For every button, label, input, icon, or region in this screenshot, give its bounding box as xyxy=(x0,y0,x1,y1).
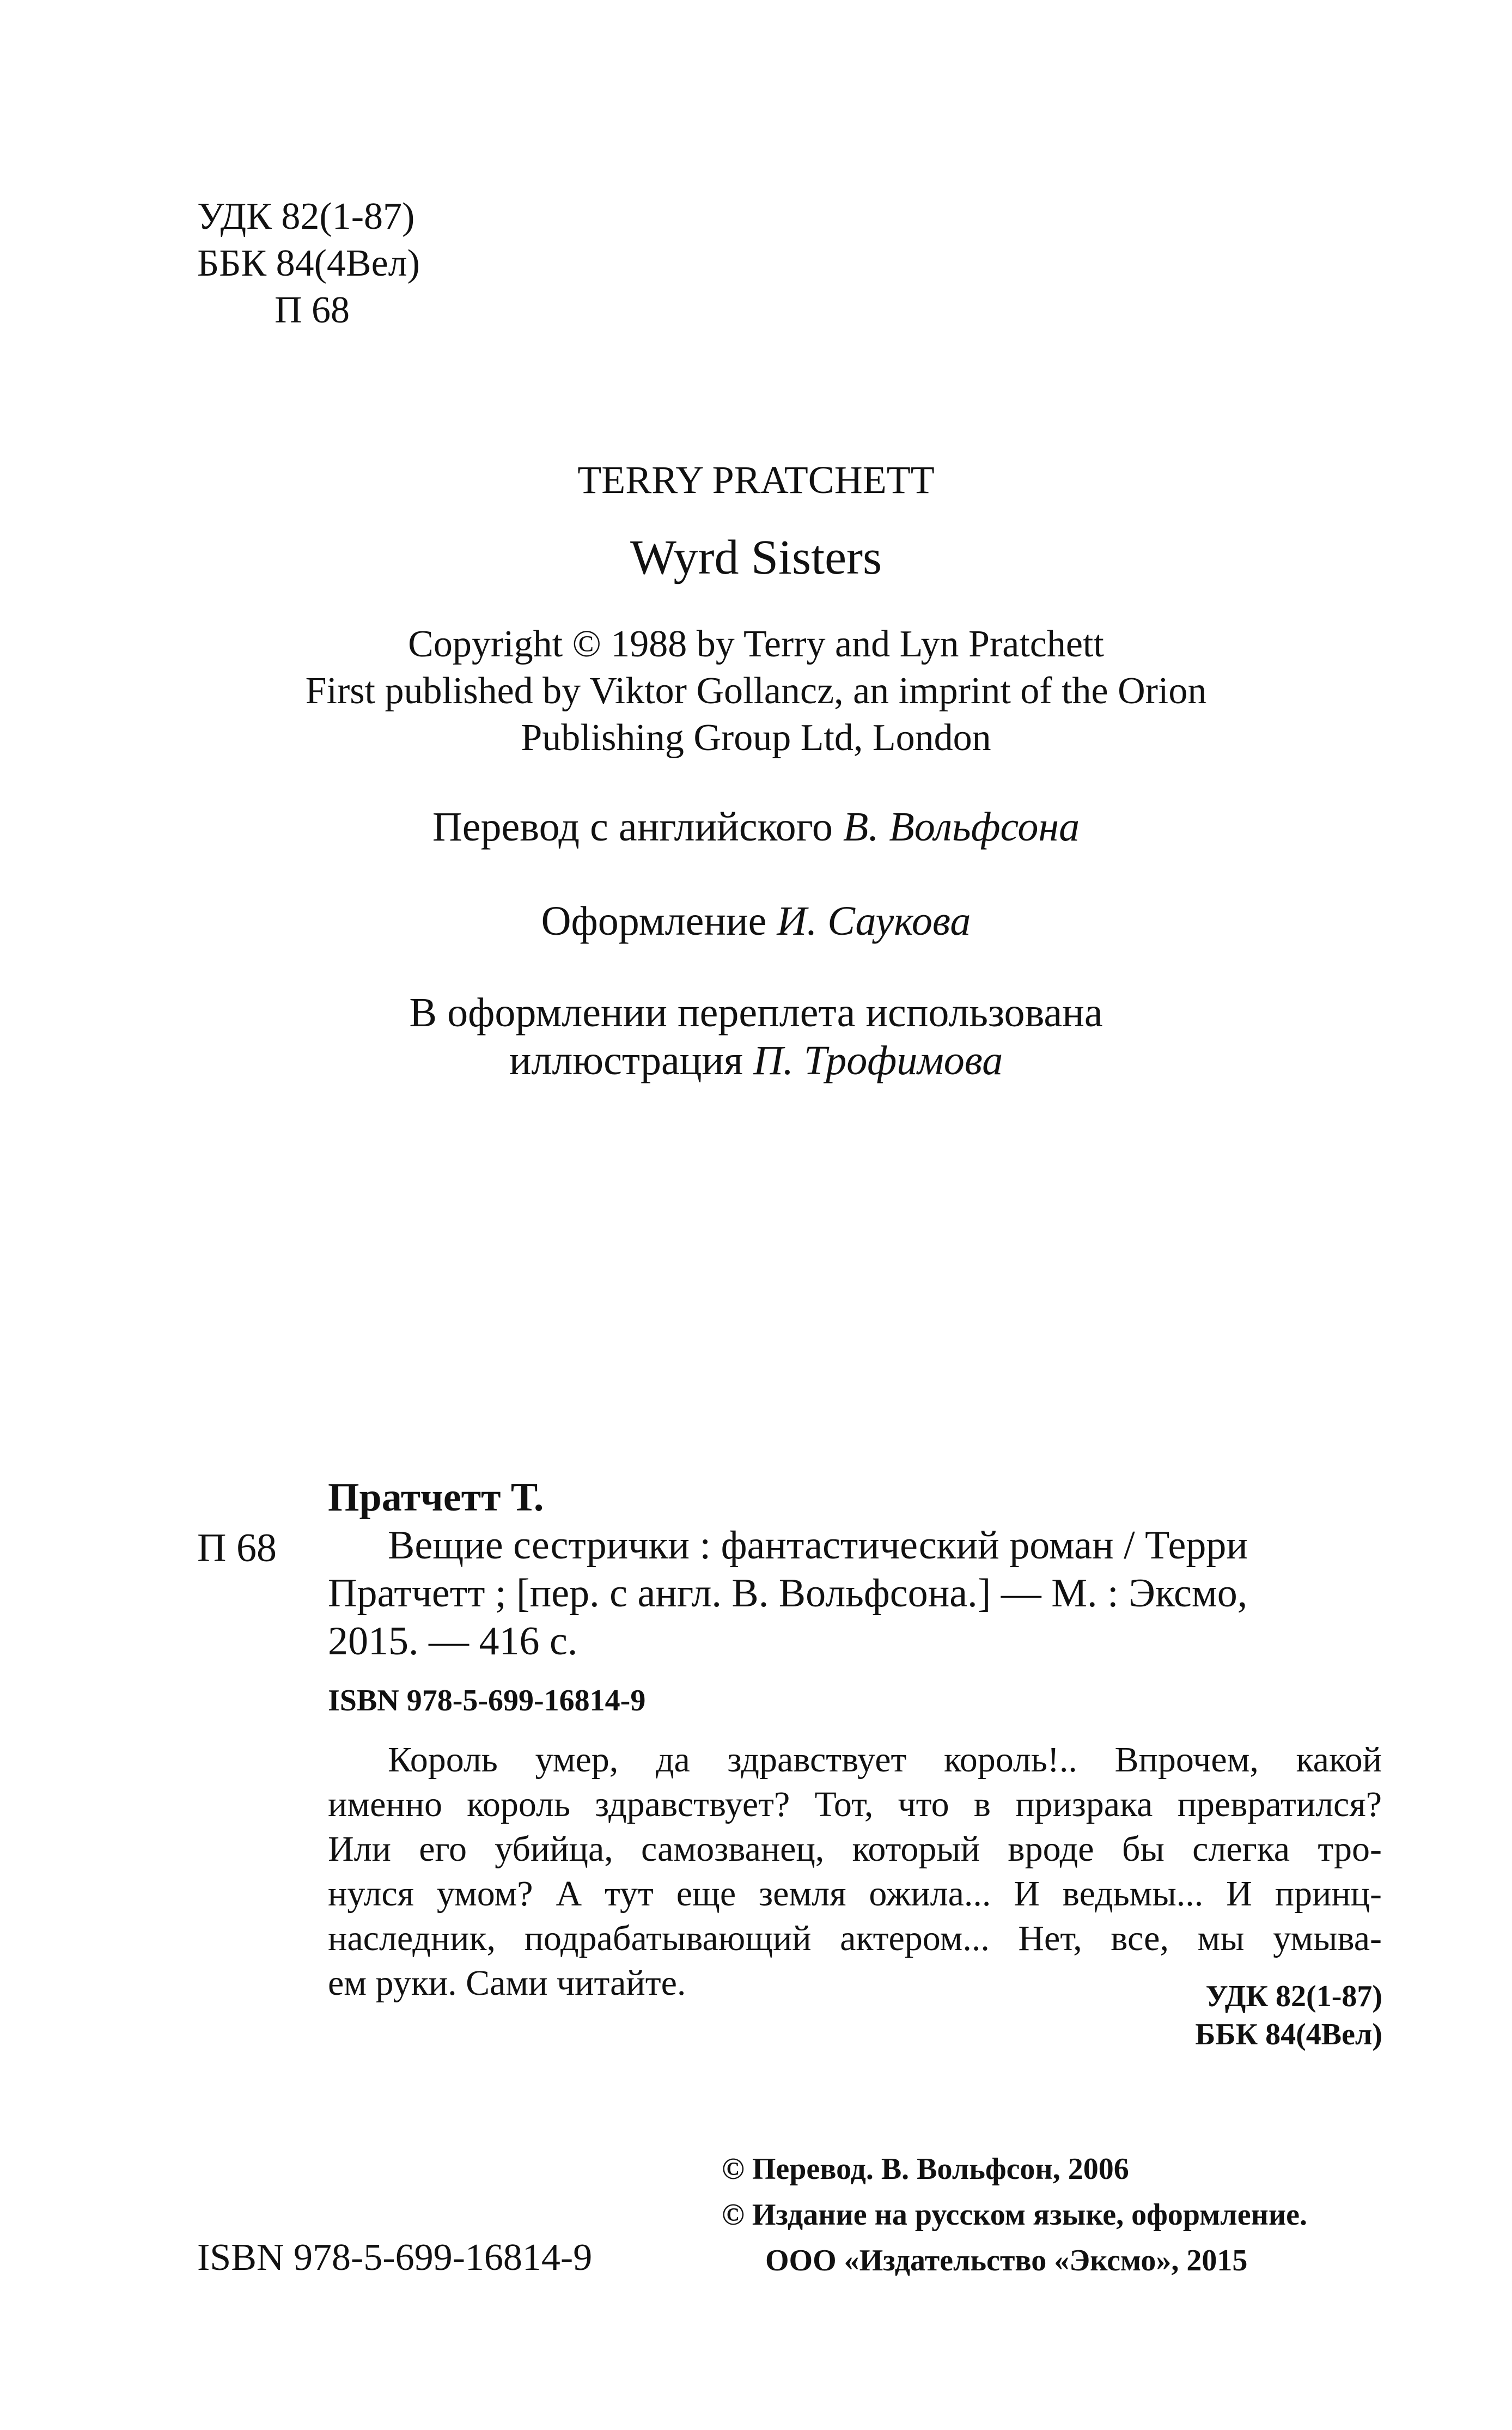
copyright-note: ООО «Издательство «Эксмо», 2015 xyxy=(765,2244,1248,2277)
author-sign-code: П 68 xyxy=(275,289,350,331)
copyright-note: © Перевод. В. Вольфсон, 2006 xyxy=(722,2152,1129,2186)
original-copyright xyxy=(0,621,1512,762)
annotation-line: нулся умом? А тут еще земля ожила... И ведьмы... И принц- xyxy=(328,1874,1382,1914)
bibliographic-line: Пратчетт ; [пер. с англ. В. Вольфсона.] — М. : Эксмо, xyxy=(328,1571,1248,1616)
bibliographic-isbn: ISBN 978-5-699-16814-9 xyxy=(328,1684,646,1718)
udk-code: УДК 82(1-87) xyxy=(197,196,415,237)
illustrator-prefix: иллюстрация xyxy=(509,1038,743,1083)
classification-codes xyxy=(1195,1977,1382,2054)
bibliographic-record xyxy=(328,1473,1248,1665)
copyright-line: First published by Viktor Gollancz, an imprint of the Orion xyxy=(305,670,1207,712)
annotation-line: Или его убийца, самозванец, который вроде бы слегка тро- xyxy=(328,1829,1382,1869)
header-classification-codes xyxy=(197,193,420,334)
bbk-code: ББК 84(4Вел) xyxy=(197,242,420,284)
illustration-line: В оформлении переплета использована xyxy=(409,990,1103,1036)
translator-credit xyxy=(0,803,1512,851)
designer-prefix: Оформление xyxy=(541,898,767,944)
copyright-line: Publishing Group Ltd, London xyxy=(521,717,991,759)
original-title: Wyrd Sisters xyxy=(630,531,882,584)
publisher-copyright xyxy=(722,2146,1307,2283)
bibliographic-code: П 68 xyxy=(197,1526,277,1570)
annotation-line: Король умер, да здравствует король!.. Впрочем, какой xyxy=(388,1740,1382,1780)
designer-name: И. Саукова xyxy=(777,898,971,944)
copyright-line: Copyright © 1988 by Terry and Lyn Pratchett xyxy=(408,623,1104,665)
illustration-credit xyxy=(0,989,1512,1085)
bibliographic-author: Пратчетт Т. xyxy=(328,1475,544,1520)
bibliographic-line: 2015. — 416 с. xyxy=(328,1619,578,1664)
udk-code: УДК 82(1-87) xyxy=(1205,1980,1382,2013)
footer-isbn: ISBN 978-5-699-16814-9 xyxy=(197,2237,593,2279)
bibliographic-line: Вещие сестрички : фантастический роман / Терри xyxy=(388,1523,1248,1568)
designer-credit xyxy=(0,898,1512,945)
translator-name: В. Вольфсона xyxy=(843,804,1080,850)
illustration-line xyxy=(0,1037,1512,1085)
copyright-note: © Издание на русском языке, оформление. xyxy=(722,2198,1307,2232)
original-author: TERRY PRATCHETT xyxy=(577,458,935,502)
annotation xyxy=(328,1738,1382,2006)
annotation-line: ем руки. Сами читайте. xyxy=(328,1963,686,2003)
illustrator-name: П. Трофимова xyxy=(753,1038,1003,1083)
bbk-code: ББК 84(4Вел) xyxy=(1195,2018,1382,2051)
annotation-line: именно король здравствует? Тот, что в призрака превратился? xyxy=(328,1785,1382,1824)
annotation-line: наследник, подрабатывающий актером... Нет, все, мы умыва- xyxy=(328,1919,1382,1958)
translator-prefix: Перевод с английского xyxy=(432,804,833,850)
